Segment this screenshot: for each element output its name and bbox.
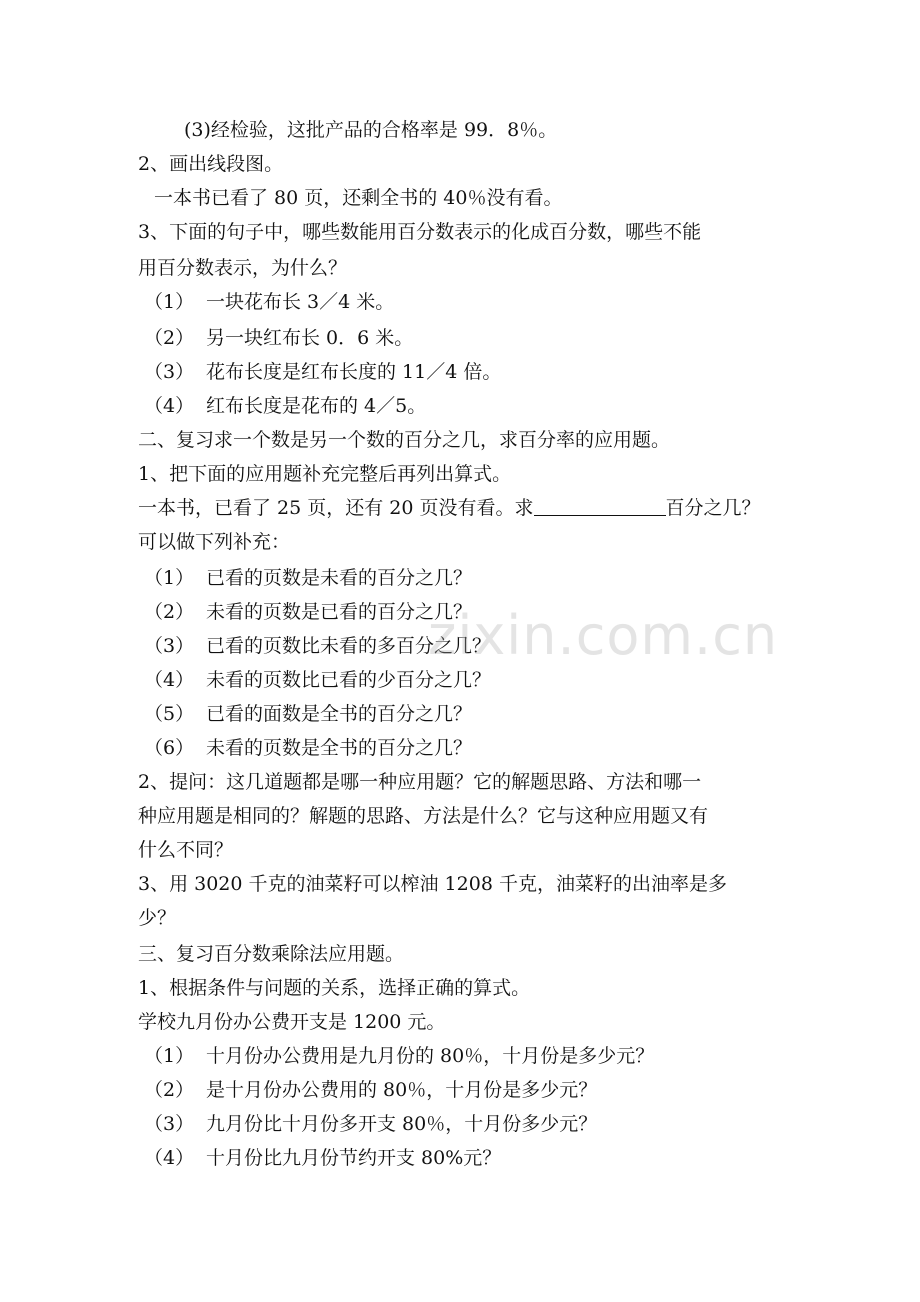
list-item: （5） 已看的面数是全书的百分之几？	[144, 703, 473, 725]
list-item: （3） 九月份比十月份多开支 80％，十月份多少元？	[144, 1113, 598, 1135]
question-text: 种应用题是相同的？解题的思路、方法是什么？它与这种应用题又有	[138, 805, 709, 827]
text-line: 1、把下面的应用题补充完整后再列出算式。	[138, 463, 512, 485]
watermark: zixin.com.cn	[428, 604, 779, 667]
list-item: （1） 一块花布长 3／4 米。	[144, 291, 395, 313]
list-item: （3） 花布长度是红布长度的 11／4 倍。	[144, 361, 502, 383]
question-text: 用百分数表示，为什么？	[138, 257, 348, 279]
list-item: （2） 另一块红布长 0．6 米。	[144, 327, 414, 349]
list-item: （6） 未看的页数是全书的百分之几？	[144, 737, 473, 759]
question-text: 少？	[138, 907, 177, 929]
list-item: （3） 已看的页数比未看的多百分之几？	[144, 635, 492, 657]
text-line: 一本书，已看了 25 页，还有 20 页没有看。求 百分之几？	[138, 497, 761, 519]
text-line: 1、根据条件与问题的关系，选择正确的算式。	[138, 977, 531, 999]
list-item: （1） 十月份办公费用是九月份的 80％，十月份是多少元？	[144, 1045, 655, 1067]
text-line: (3)经检验，这批产品的合格率是 99．8％。	[184, 119, 558, 141]
question-text: 什么不同？	[138, 839, 234, 861]
list-item: （1） 已看的页数是未看的百分之几？	[144, 567, 473, 589]
list-item: （4） 未看的页数比已看的少百分之几？	[144, 669, 492, 691]
section-heading: 三、复习百分数乘除法应用题。	[138, 943, 405, 965]
text-line: 学校九月份办公费开支是 1200 元。	[138, 1011, 446, 1033]
question-text: 3、用 3020 千克的油菜籽可以榨油 1208 千克，油菜籽的出油率是多	[138, 873, 727, 895]
section-heading: 二、复习求一个数是另一个数的百分之几，求百分率的应用题。	[138, 429, 671, 451]
list-item: （2） 未看的页数是已看的百分之几？	[144, 601, 473, 623]
question-text: 3、下面的句子中，哪些数能用百分数表示的化成百分数，哪些不能	[138, 221, 702, 243]
text-line: 一本书已看了 80 页，还剩全书的 40％没有看。	[154, 187, 563, 209]
section-heading: 2、画出线段图。	[138, 153, 284, 175]
list-item: （2） 是十月份办公费用的 80％，十月份是多少元？	[144, 1079, 598, 1101]
text-line: 可以做下列补充：	[138, 531, 291, 553]
fill-in-blank	[534, 497, 666, 516]
question-text: 2、提问：这几道题都是哪一种应用题？它的解题思路、方法和哪一	[138, 771, 702, 793]
list-item: （4） 十月份比九月份节约开支 80%元？	[144, 1147, 502, 1169]
list-item: （4） 红布长度是花布的 4／5。	[144, 395, 427, 417]
